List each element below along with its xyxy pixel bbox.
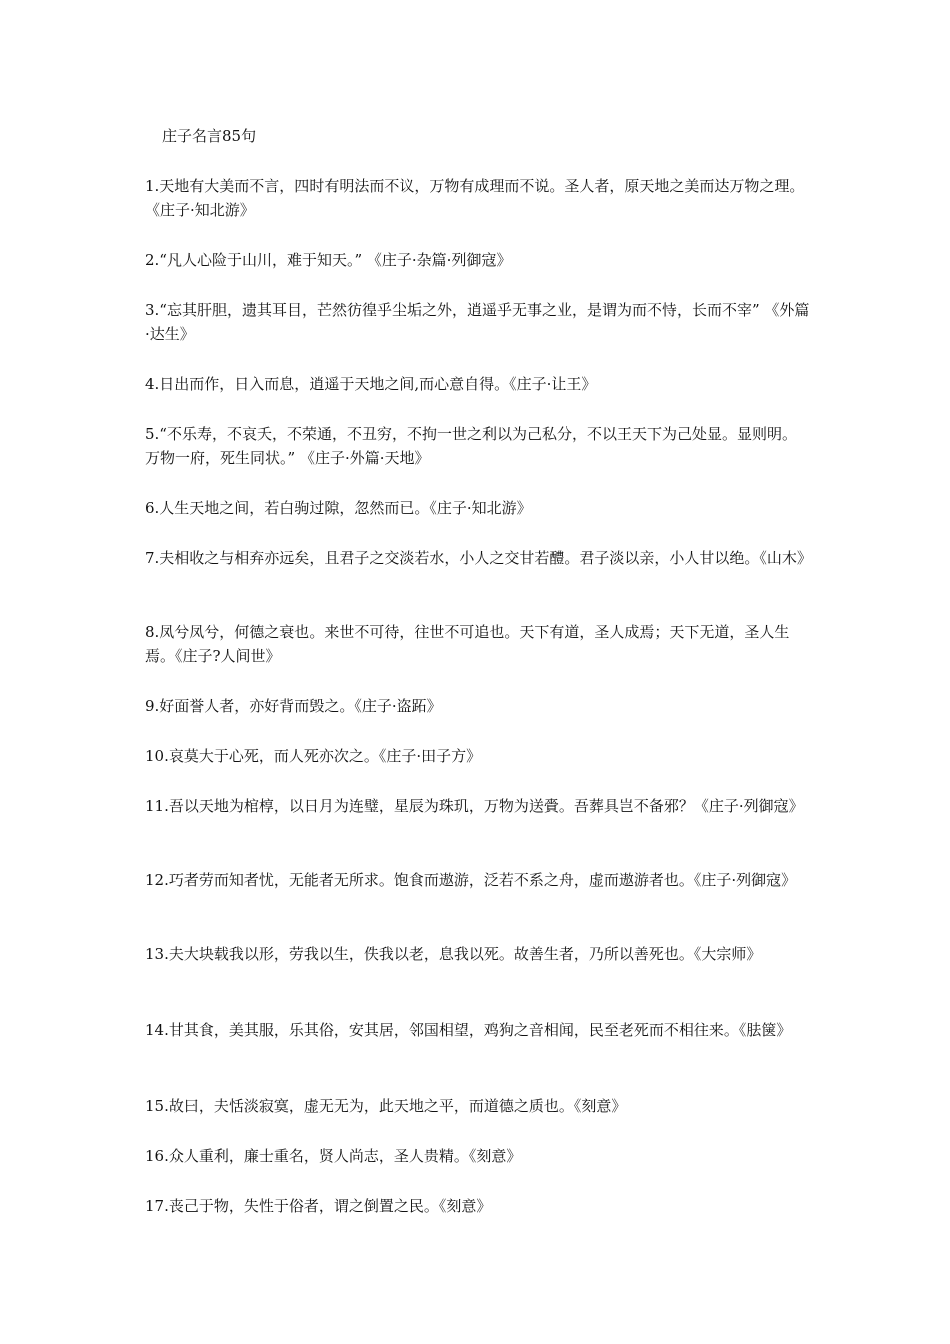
quote-item: 1.天地有大美而不言，四时有明法而不议，万物有成理而不说。圣人者，原天地之美而达万物之理。《庄子·知北游》 bbox=[145, 177, 805, 219]
quote-item: 6.人生天地之间，若白驹过隙，忽然而已。《庄子·知北游》 bbox=[145, 499, 532, 517]
quote-item: 4.日出而作，日入而息，逍遥于天地之间,而心意自得。《庄子·让王》 bbox=[145, 375, 597, 393]
document-title: 庄子名言85句 bbox=[162, 127, 257, 145]
quote-item: 15.故曰，夫恬淡寂寞，虚无无为，此天地之平，而道德之质也。《刻意》 bbox=[145, 1097, 627, 1115]
quote-item: 5.“不乐寿，不哀夭，不荣通，不丑穷，不拘一世之利以为己私分，不以王天下为己处显。显则明。万物一府，死生同状。” 《庄子·外篇·天地》 bbox=[145, 425, 797, 467]
quote-item: 13.夫大块载我以形，劳我以生，佚我以老，息我以死。故善生者，乃所以善死也。《大宗师》 bbox=[145, 945, 762, 963]
quote-item: 12.巧者劳而知者忧，无能者无所求。饱食而遨游，泛若不系之舟，虚而遨游者也。《庄子·列御寇》 bbox=[145, 871, 797, 889]
quote-item: 9.好面誉人者，亦好背而毁之。《庄子·盗跖》 bbox=[145, 697, 442, 715]
quote-item: 17.丧己于物，失性于俗者，谓之倒置之民。《刻意》 bbox=[145, 1197, 492, 1215]
quote-item: 11.吾以天地为棺椁，以日月为连璧，星辰为珠玑，万物为送賫。吾葬具岂不备邪？《庄子·列御寇》 bbox=[145, 797, 804, 815]
quote-item: 3.“忘其肝胆，遗其耳目，芒然彷徨乎尘垢之外，逍遥乎无事之业，是谓为而不恃，长而不宰” 《外篇·达生》 bbox=[145, 301, 810, 343]
quote-item: 14.甘其食，美其服，乐其俗，安其居，邻国相望，鸡狗之音相闻，民至老死而不相往来。《胠箧》 bbox=[145, 1021, 792, 1039]
quote-item: 2.“凡人心险于山川，难于知天。” 《庄子·杂篇·列御寇》 bbox=[145, 251, 512, 269]
quote-item: 7.夫相收之与相弃亦远矣，且君子之交淡若水，小人之交甘若醴。君子淡以亲，小人甘以绝。《山木》 bbox=[145, 549, 812, 567]
quote-item: 8.凤兮凤兮，何德之衰也。来世不可待，往世不可追也。天下有道，圣人成焉；天下无道，圣人生焉。《庄子?人间世》 bbox=[145, 623, 790, 665]
quote-item: 10.哀莫大于心死，而人死亦次之。《庄子·田子方》 bbox=[145, 747, 482, 765]
quote-item: 16.众人重利，廉士重名，贤人尚志，圣人贵精。《刻意》 bbox=[145, 1147, 522, 1165]
